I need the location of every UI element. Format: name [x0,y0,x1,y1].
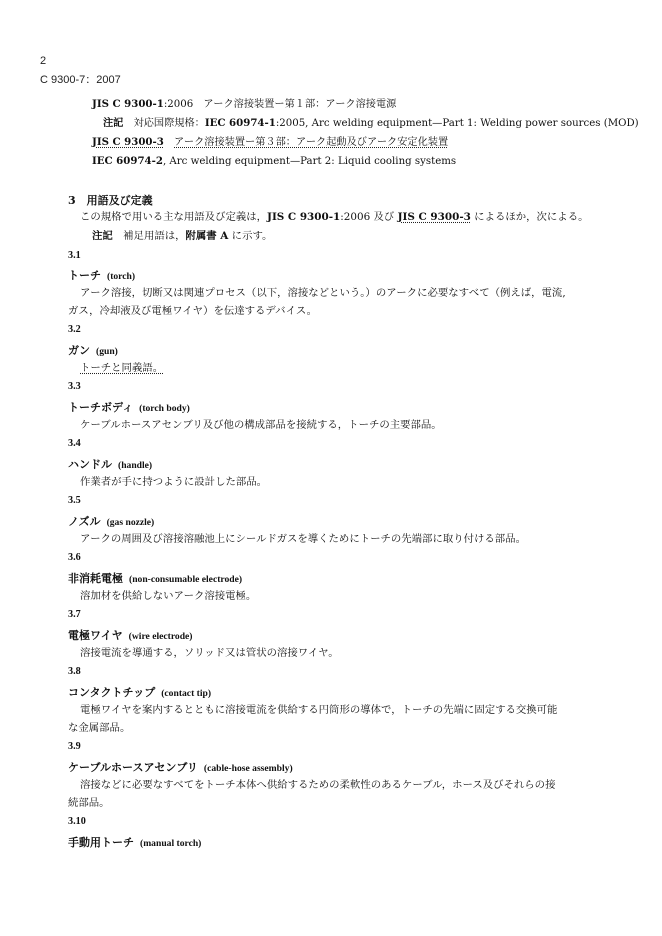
reference-2-text: :2005, Arc welding equipment—Part 1: Welding power sources (MOD) [275,118,639,129]
term-definition: 溶加材を供給しないアーク溶接電極。 [80,590,257,602]
section-number: 3 [68,194,76,207]
term-heading: ケーブルホースアセンブリ (cable-hose assembly) [68,761,293,774]
term-definition-cont: 続部品。 [68,797,110,809]
term-heading: 非消耗電極 (non-consumable electrode) [68,572,243,585]
section-3-heading [68,192,153,208]
section-title: 用語及び定義 [86,194,153,207]
note-label: 注記 [103,117,124,129]
reference-3-text: アーク溶接装置ー第３部：アーク起動及びアーク安定化装置 [174,137,449,148]
term-heading: コンタクトチップ (contact tip) [68,686,212,699]
term-definition: 溶接などに必要なすべてをトーチ本体へ供給するための柔軟性のあるケーブル，ホース及びそれらの接 [80,779,556,791]
term-heading: ノズル (gas nozzle) [68,515,155,528]
standard-number: C 9300-7：2007 [40,74,121,86]
reference-4 [92,155,456,168]
section-note: 注記 補足用語は，附属書 A に示す。 [92,230,273,242]
term-number: 3.3 [68,381,81,392]
term-number: 3.5 [68,495,81,506]
term-number: 3.2 [68,324,81,335]
term-heading: 手動用トーチ (manual torch) [68,836,202,849]
term-definition: アークの周囲及び溶接溶融池上にシールドガスを導くためにトーチの先端部に取り付ける部品。 [80,533,526,545]
term-heading: ハンドル (handle) [68,458,153,471]
reference-3-code: JIS C 9300-3 [92,136,164,148]
page-number: 2 [40,55,47,67]
reference-4-code: IEC 60974-2 [92,155,163,167]
reference-1 [92,98,396,111]
term-definition: 作業者が手に持つように設計した部品。 [80,476,268,488]
term-heading: トーチボディ (torch body) [68,401,190,414]
term-definition-cont: ガス，冷却液及び電極ワイヤ）を伝達するデバイス。 [68,305,317,317]
term-heading: ガン (gun) [68,344,118,357]
term-number: 3.1 [68,250,81,261]
term-number: 3.8 [68,666,81,677]
reference-1-text: :2006 アーク溶接装置ー第１部：アーク溶接電源 [163,99,397,110]
reference-1-note [103,117,639,130]
term-number: 3.10 [68,816,86,827]
term-definition: 溶接電流を導通する，ソリッド又は管状の溶接ワイヤ。 [80,647,339,659]
term-definition: アーク溶接，切断又は関連プロセス（以下，溶接などという。）のアークに必要なすべて（例えば，電流, [80,287,566,299]
term-number: 3.4 [68,438,81,449]
reference-1-code: JIS C 9300-1 [92,98,164,110]
term-number: 3.7 [68,609,81,620]
term-number: 3.9 [68,741,81,752]
term-heading: 電極ワイヤ (wire electrode) [68,629,193,642]
term-definition: 電極ワイヤを案内するとともに溶接電流を供給する円筒形の導体で，トーチの先端に固定する交換可能 [80,704,558,716]
term-definition: トーチと同義語。 [80,362,164,374]
note-prefix: 対応国際規格： [133,118,205,129]
term-definition-cont: な金属部品。 [68,722,131,734]
note-label: 注記 [92,230,113,242]
reference-2-code: IEC 60974-1 [204,117,276,129]
term-definition: ケーブルホースアセンブリ及び他の構成部品を接続する，トーチの主要部品。 [80,419,442,431]
reference-3 [92,136,448,149]
term-number: 3.6 [68,552,81,563]
term-heading: トーチ (torch) [68,269,136,282]
reference-4-text: , Arc welding equipment—Part 2: Liquid cooling systems [162,156,457,167]
section-intro: この規格で用いる主な用語及び定義は，JIS C 9300-1:2006 及び JIS C 9300-3 によるほか，次による。 [80,211,589,223]
